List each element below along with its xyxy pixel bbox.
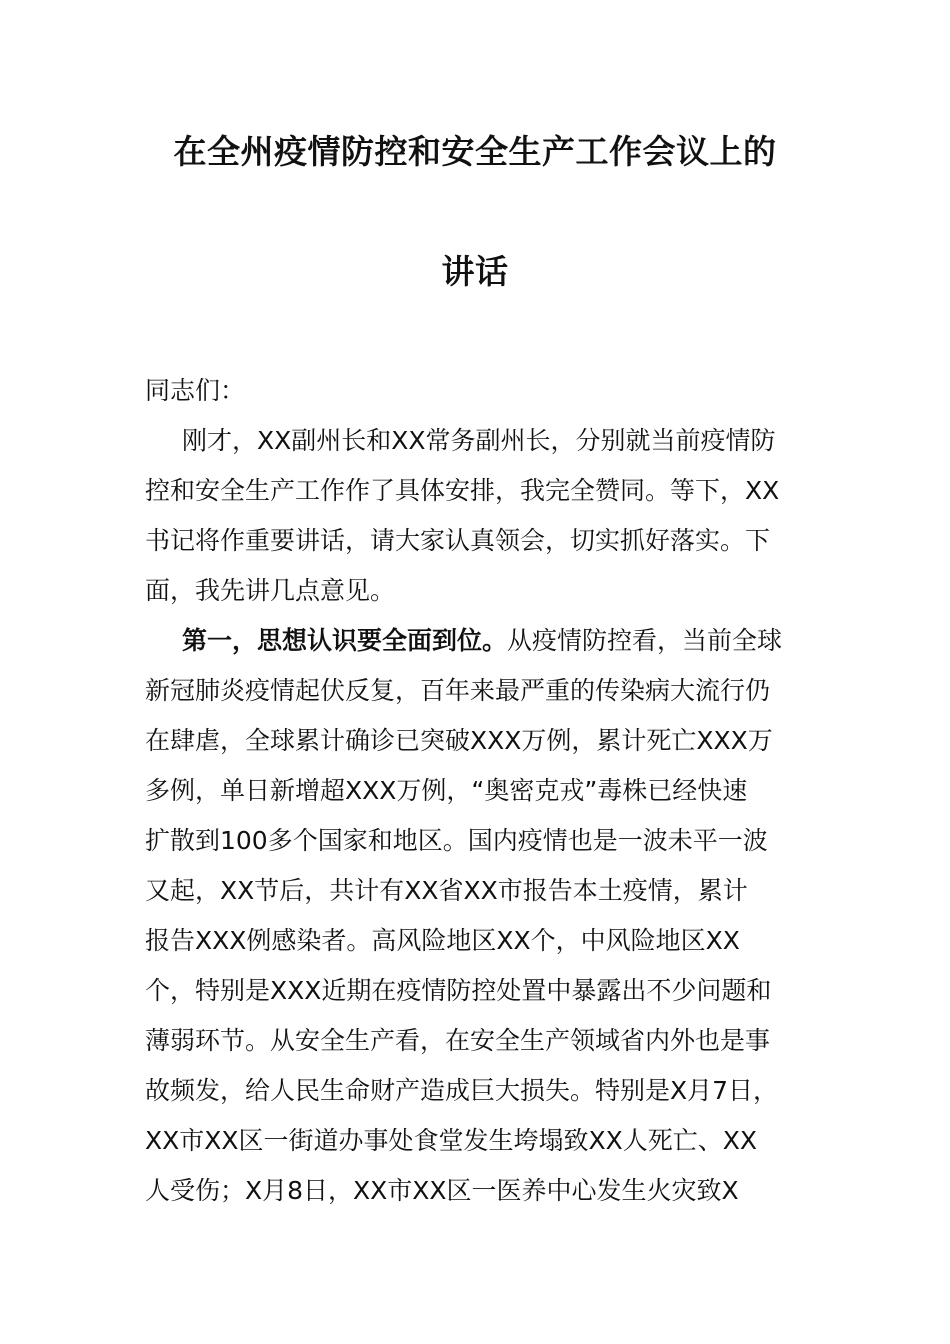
paragraph-line: 薄弱环节。从安全生产看，在安全生产领域省内外也是事 [145, 1026, 771, 1055]
paragraph-line: XX市XX区一街道办事处食堂发生垮塌致XX人死亡、XX [145, 1126, 758, 1155]
paragraph-line [145, 616, 817, 666]
paragraph-line: 故频发，给人民生命财产造成巨大损失。特别是X月7日， [145, 1076, 779, 1105]
point-1-heading: 第一，思想认识要全面到位。 [182, 626, 508, 655]
paragraph-line: 书记将作重要讲话，请大家认真领会，切实抓好落实。下 [145, 526, 771, 555]
document-body [145, 366, 817, 1216]
paragraph-line: 扩散到100多个国家和地区。国内疫情也是一波未平一波 [145, 826, 768, 855]
paragraph-line: 个，特别是XXX近期在疫情防控处置中暴露出不少问题和 [145, 976, 772, 1005]
paragraph-line: 刚才，XX副州长和XX常务副州长，分别就当前疫情防 [182, 426, 776, 455]
paragraph-line: 报告XXX例感染者。高风险地区XX个，中风险地区XX [145, 926, 740, 955]
paragraph-line: 控和安全生产工作作了具体安排，我完全赞同。等下，XX [145, 476, 780, 505]
paragraph-line: 新冠肺炎疫情起伏反复，百年来最严重的传染病大流行仍 [145, 676, 771, 705]
document-title-line-2: 讲话 [441, 252, 509, 291]
paragraph-line: 在肆虐，全球累计确诊已突破XXX万例，累计死亡XXX万 [145, 726, 773, 755]
paragraph-line: 面，我先讲几点意见。 [145, 576, 396, 605]
salutation: 同志们： [145, 376, 246, 405]
point-1-text-start: 从疫情防控看，当前全球 [507, 626, 783, 655]
paragraph-line: 又起，XX节后，共计有XX省XX市报告本土疫情，累计 [145, 876, 748, 905]
paragraph-line: 多例，单日新增超XXX万例，“奥密克戎”毒株已经快速 [145, 776, 748, 805]
document-title-line-1: 在全州疫情防控和安全生产工作会议上的 [173, 132, 777, 171]
paragraph-line: 人受伤；X月8日，XX市XX区一医养中心发生火灾致X [145, 1176, 739, 1205]
